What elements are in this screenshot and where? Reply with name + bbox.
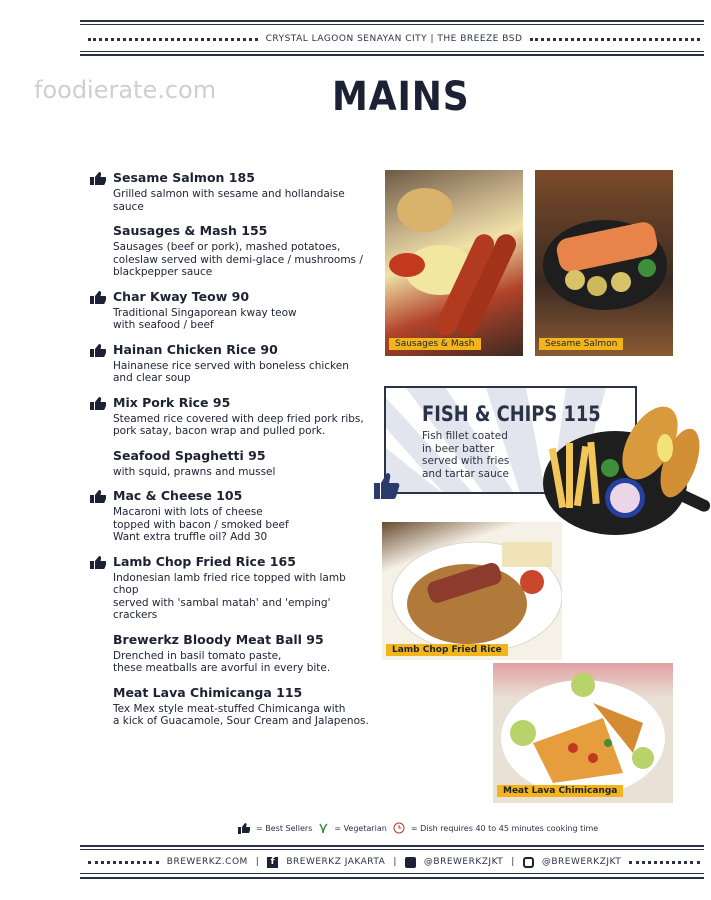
best-seller-thumb-badge-icon: [370, 470, 402, 502]
header-bar: [88, 33, 700, 45]
legend-time: = Dish requires 40 to 45 minutes cooking time: [410, 823, 599, 833]
fish-description: Fish fillet coated in beer batter served with fries and tartar sauce: [422, 430, 510, 480]
legend-veg: = Vegetarian: [334, 823, 387, 833]
menu-list: [88, 170, 373, 738]
lamb-rice-illustration: [382, 522, 562, 660]
menu-item-description: Grilled salmon with sesame and hollandaise sauce: [113, 188, 345, 213]
header-locations: CRYSTAL LAGOON SENAYAN CITY | THE BREEZE BSD: [265, 34, 523, 44]
menu-item-description: Steamed rice covered with deep fried pork ribs, pork satay, bacon wrap and pulled pork.: [113, 412, 364, 437]
header-dots-left: [88, 38, 258, 41]
menu-item-description: Hainanese rice served with boneless chicken and clear soup: [113, 359, 349, 384]
salmon-illustration: [535, 170, 673, 356]
menu-item-name: Seafood Spaghetti 95: [113, 447, 266, 463]
footer-rule-thin-bottom: [80, 873, 704, 874]
menu-item: [88, 289, 373, 332]
fish-and-chips-pan-illustration: [540, 398, 710, 548]
vegetarian-leaf-icon: [318, 823, 328, 834]
menu-item-description: Macaroni with lots of cheese topped with bacon / smoked beef Want extra truffle oil? Add 30: [113, 506, 289, 543]
meat-lava-chimicanga-photo: [493, 663, 673, 803]
menu-item: [88, 395, 373, 438]
sausages-illustration: [385, 170, 523, 356]
sausages-caption: Sausages & Mash: [389, 338, 481, 350]
legend: [238, 822, 598, 834]
best-seller-icon: [90, 344, 106, 357]
footer-rule-thin: [80, 849, 704, 850]
best-seller-icon: [90, 556, 106, 569]
menu-item-name: Char Kway Teow 90: [113, 288, 250, 304]
clock-icon: [393, 822, 405, 834]
menu-item: [88, 488, 373, 544]
menu-item-name: Mac & Cheese 105: [113, 488, 243, 503]
header-rule-bottom: [80, 54, 704, 56]
chimi-caption: Meat Lava Chimicanga: [497, 785, 623, 797]
menu-item-name: Sausages & Mash 155: [113, 223, 268, 238]
menu-item: [88, 448, 373, 479]
menu-item-name: Brewerkz Bloody Meat Ball 95: [113, 631, 324, 647]
menu-item-description: with squid, prawns and mussel: [113, 465, 276, 478]
salmon-caption: Sesame Salmon: [539, 338, 623, 350]
footer-rule-bottom: [80, 877, 704, 879]
menu-item-description: Drenched in basil tomato paste, these meatballs are avorful in every bite.: [113, 649, 331, 674]
menu-item: [88, 685, 373, 728]
sausages-mash-photo: [385, 170, 523, 356]
menu-item: [88, 223, 373, 279]
fish-title: FISH & CHIPS 115: [422, 402, 601, 426]
chimicanga-illustration: [493, 663, 673, 803]
best-seller-icon: [90, 397, 106, 410]
menu-item: [88, 342, 373, 385]
best-seller-icon: [90, 172, 106, 185]
footer-separator: |: [255, 857, 260, 867]
menu-item-name: Lamb Chop Fried Rice 165: [113, 553, 296, 569]
menu-item-name: Hainan Chicken Rice 90: [113, 341, 278, 357]
footer-facebook[interactable]: BREWERKZ JAKARTA: [286, 857, 386, 867]
menu-item-description: Tex Mex style meat-stuffed Chimicanga with a kick of Guacamole, Sour Cream and Jalapenos.: [113, 702, 369, 727]
menu-item-description: Sausages (beef or pork), mashed potatoes, coleslaw served with demi-glace / mushrooms / blackpepper sauce: [113, 241, 363, 278]
sesame-salmon-photo: [535, 170, 673, 356]
menu-item: [88, 170, 373, 213]
menu-item-name: Meat Lava Chimicanga 115: [113, 684, 303, 700]
footer-bar: [88, 856, 700, 868]
watermark: foodierate.com: [34, 76, 217, 104]
header-rule-thin-bottom: [80, 51, 704, 52]
footer-instagram[interactable]: @BREWERKZJKT: [541, 857, 622, 867]
footer-twitter[interactable]: @BREWERKZJKT: [423, 857, 504, 867]
menu-item: [88, 554, 373, 622]
best-seller-icon: [90, 490, 106, 503]
footer-separator: |: [393, 857, 397, 867]
footer-site[interactable]: BREWERKZ.COM: [166, 857, 248, 867]
menu-item-name: Mix Pork Rice 95: [113, 394, 231, 410]
footer-separator: |: [511, 857, 515, 867]
best-seller-icon: [90, 291, 106, 304]
header-rule-top: [80, 20, 704, 22]
instagram-icon: [523, 857, 534, 868]
menu-item-description: Traditional Singaporean kway teow with seafood / beef: [113, 306, 297, 331]
header-dots-right: [530, 38, 700, 41]
footer-dots-right: [629, 861, 700, 864]
footer-dots-left: [88, 861, 159, 864]
twitter-icon: [405, 857, 416, 868]
facebook-icon: f: [267, 857, 278, 868]
header-rule-thin: [80, 24, 704, 25]
legend-best: = Best Sellers: [256, 823, 313, 833]
menu-item-name: Sesame Salmon 185: [113, 170, 255, 185]
footer-rule-top: [80, 845, 704, 847]
page-title: MAINS: [332, 74, 470, 120]
menu-item: [88, 632, 373, 675]
thumbs-up-icon: [238, 823, 250, 834]
menu-item-description: Indonesian lamb fried rice topped with lamb chop served with 'sambal matah' and 'emping' crackers: [113, 571, 346, 621]
lamb-chop-photo: [382, 522, 562, 660]
lamb-caption: Lamb Chop Fried Rice: [386, 644, 508, 656]
